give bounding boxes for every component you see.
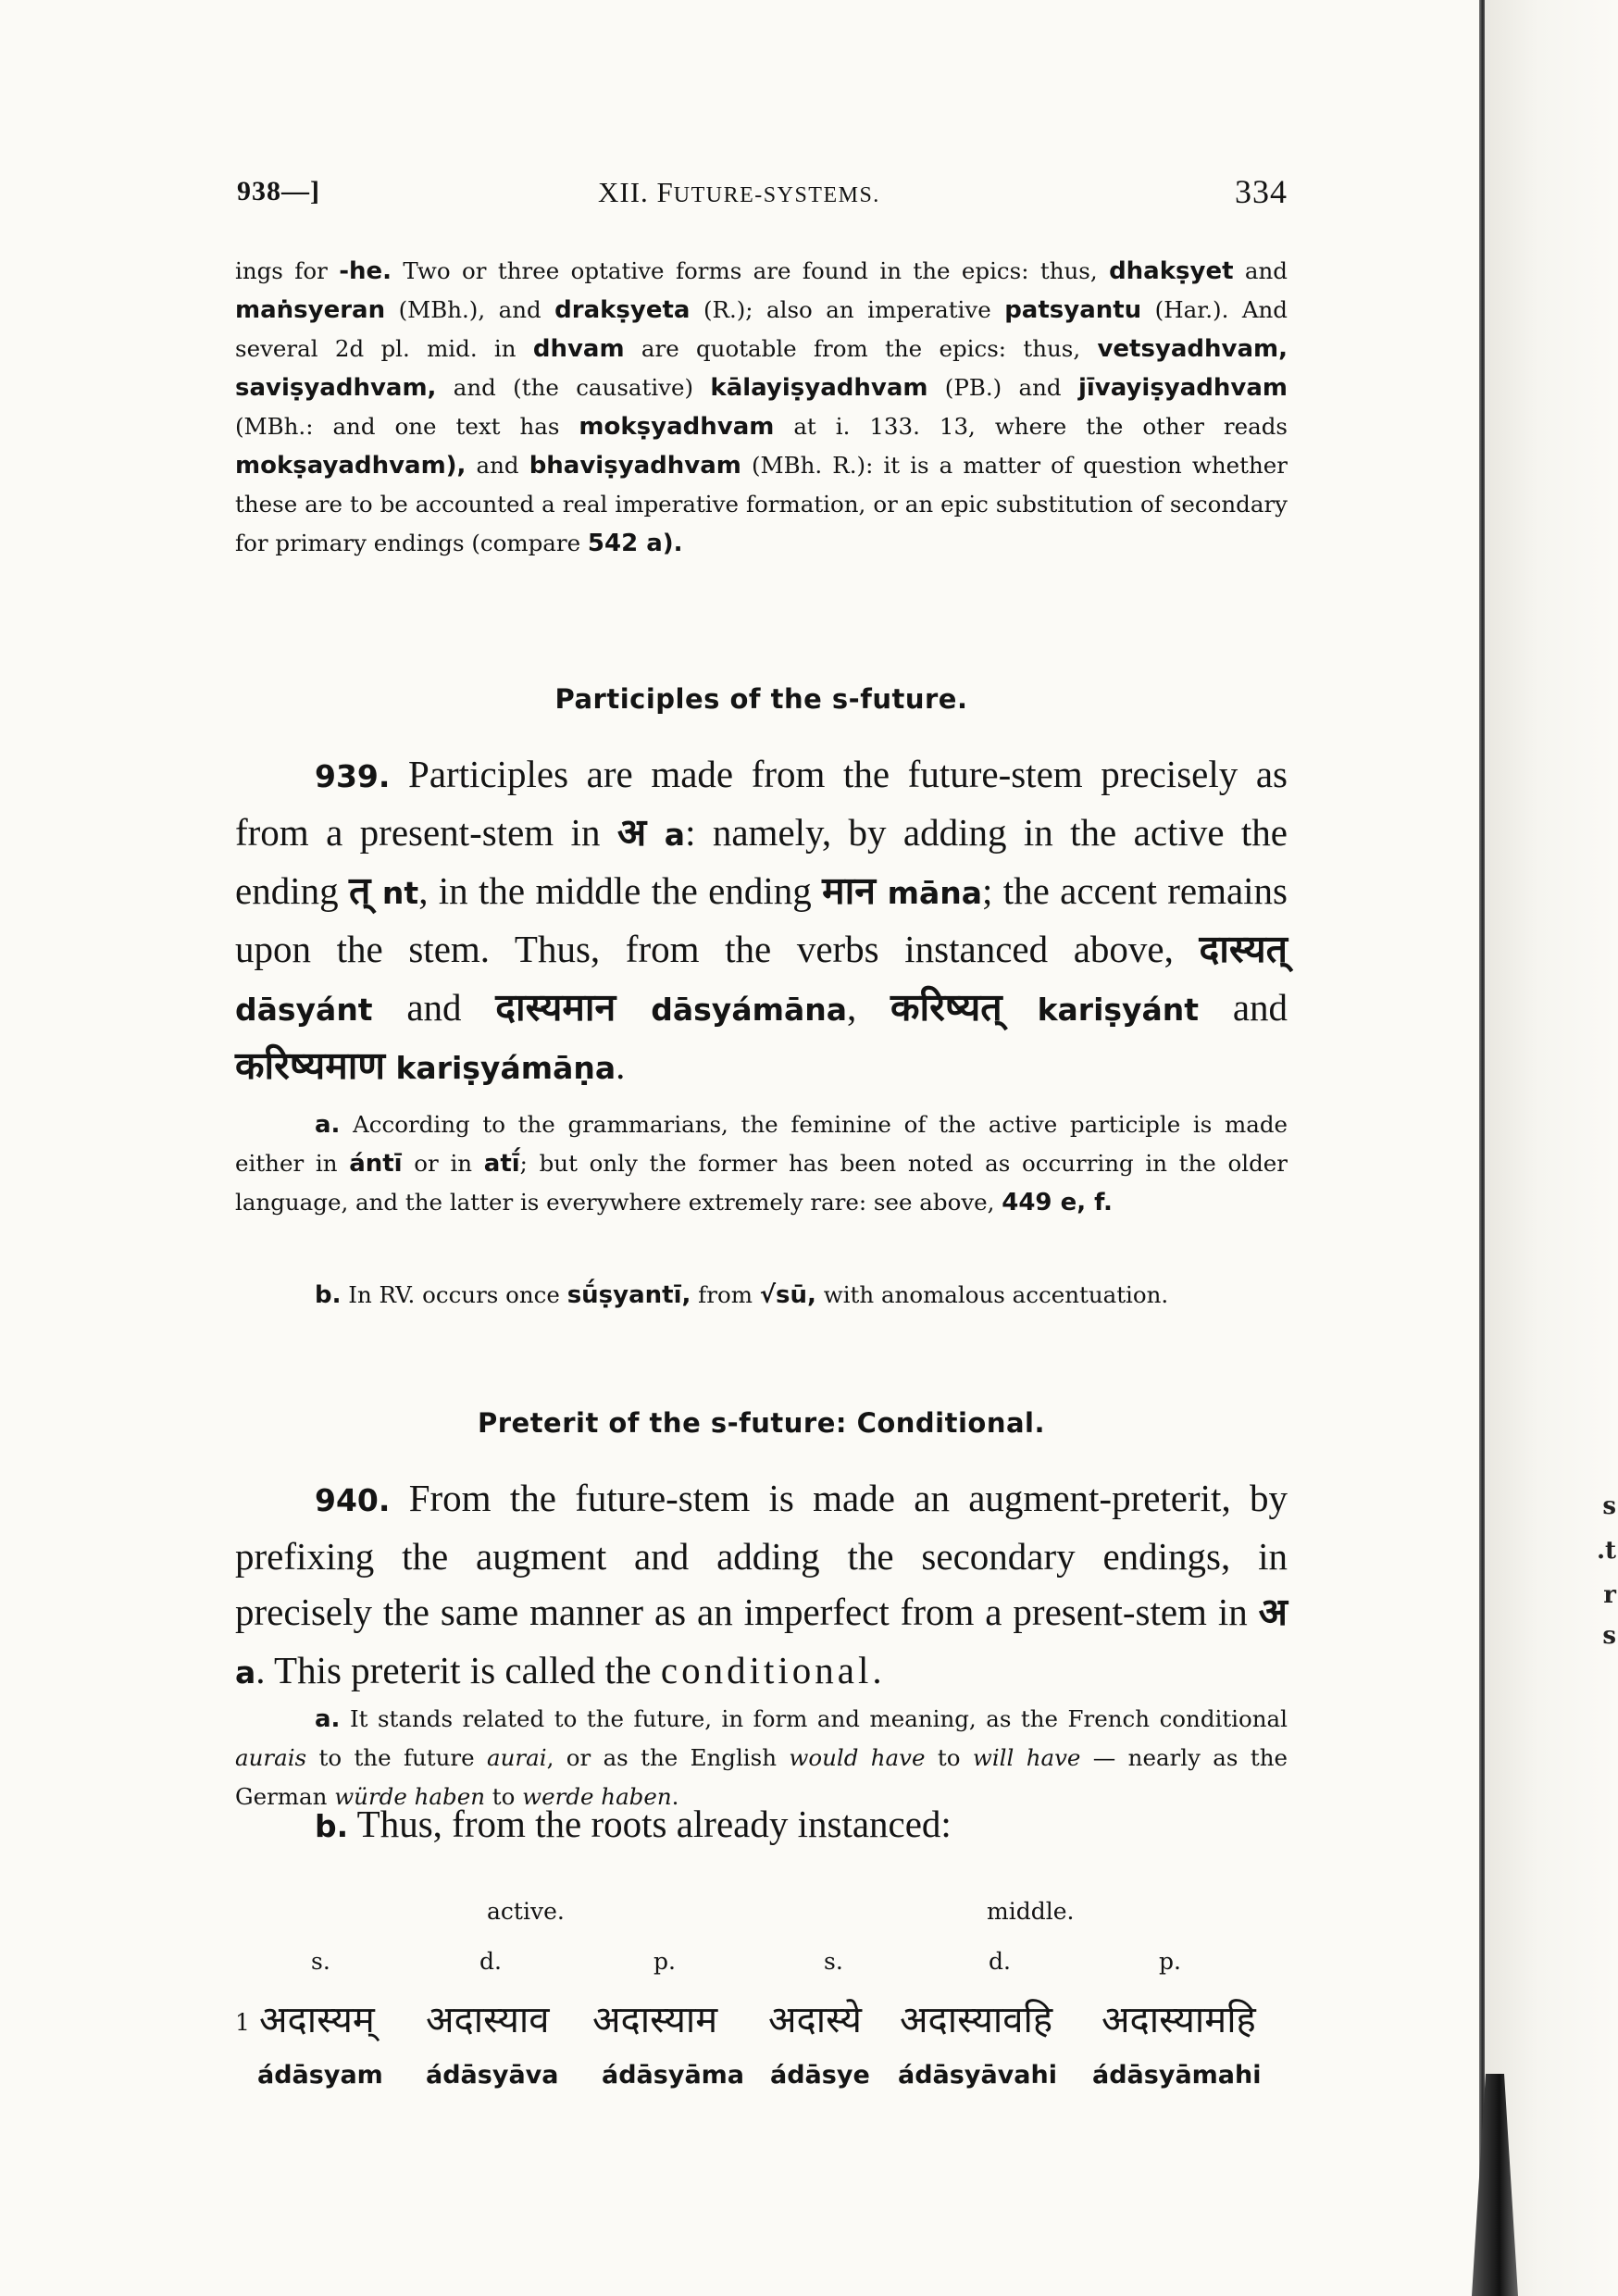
voice-label-active: active. — [487, 1898, 565, 1925]
column-header: s. — [311, 1948, 330, 1975]
column-header: p. — [1159, 1948, 1181, 1975]
devanagari-form: अदास्याम — [592, 1999, 718, 2041]
section-heading-preterit: Preterit of the s-future: Conditional. — [477, 1407, 1046, 1439]
romanized-form: ádāsyam — [257, 2061, 383, 2090]
page-binding-edge — [1479, 0, 1485, 2296]
paragraph-939: 939. Participles are made from the future-stem precisely as from a present-stem in अ a: namely, by adding in the active the ending त् nt, in the middle the ending मान māna; the accent remains upon the stem. Thus, from the verbs instanced above, दास्यत् dāsyánt and दास्यमान dāsyámāna, करिष्यत् kariṣyánt and करिष्यमाण kariṣyámāṇa. — [235, 753, 1288, 1088]
romanized-form: ádāsye — [770, 2061, 870, 2090]
edge-fragment: r — [1603, 1581, 1616, 1609]
note-940a: a. It stands related to the future, in form and meaning, as the French conditional aurais to the future aurai, or as the English would have to will have — nearly as the German würde haben to werde haben. — [235, 1705, 1288, 1810]
devanagari-form: अदास्ये — [768, 1999, 862, 2041]
devanagari-form: अदास्याव — [426, 1999, 550, 2041]
edge-fragment: s — [1602, 1492, 1616, 1520]
note-939b: b. In RV. occurs once sū́ṣyantī, from √sū, with anomalous accentuation. — [315, 1281, 1169, 1309]
devanagari-form: अदास्यावहि — [900, 1999, 1053, 2041]
paragraph-938-continued: ings for -he. Two or three optative forms are found in the epics: thus, dhakṣyet and maṅsyeran (MBh.), and drakṣyeta (R.); also an imperative patsyantu (Har.). And several 2d pl. mid. in dhvam are quotable from the epics: thus, vetsyadhvam, saviṣyadhvam, and (the causative) kālayiṣyadhvam (PB.) and jīvayiṣyadhvam (MBh.: and one text has mokṣyadhvam at i. 133. 13, where the other reads mokṣayadhvam), and bhaviṣyadhvam (MBh. R.): it is a matter of question whether these are to be accounted a real imperative formation, or an epic substitution of secondary for primary endings (compare 542 a). — [235, 257, 1288, 557]
running-header — [237, 170, 1288, 211]
voice-label-middle: middle. — [987, 1898, 1075, 1925]
section-heading-participles: Participles of the s-future. — [554, 683, 968, 715]
edge-fragment: s — [1602, 1622, 1616, 1650]
romanized-form: ádāsyāvahi — [898, 2061, 1057, 2090]
section-reference: 938—] — [237, 176, 320, 206]
devanagari-form: अदास्यम् — [259, 1999, 375, 2041]
page-number: 334 — [1235, 173, 1288, 210]
column-header: p. — [653, 1948, 676, 1975]
column-header: s. — [824, 1948, 843, 1975]
row-number: 1 — [235, 2009, 250, 2036]
spaced-term: conditional — [660, 1649, 873, 1691]
edge-fragment: .t — [1596, 1537, 1616, 1565]
adjacent-page-fragments — [1596, 0, 1618, 2296]
chapter-title: XII. FUTURE-SYSTEMS. — [598, 176, 880, 208]
romanized-form: ádāsyāmahi — [1092, 2061, 1262, 2090]
romanized-form: ádāsyāva — [426, 2061, 559, 2090]
note-940b: b. Thus, from the roots already instanced: — [315, 1803, 952, 1845]
column-header: d. — [989, 1948, 1011, 1975]
column-header: d. — [479, 1948, 502, 1975]
paragraph-940: 940. From the future-stem is made an augment-preterit, by prefixing the augment and adding the secondary endings, in precisely the same manner as an imperfect from a present-stem in अ a. This preterit is called the conditional. — [235, 1477, 1288, 1691]
romanized-form: ádāsyāma — [602, 2061, 745, 2090]
devanagari-form: अदास्यामहि — [1101, 1999, 1256, 2041]
note-939a: a. According to the grammarians, the feminine of the active participle is made either in ántī or in atī́; but only the former has been noted as occurring in the older language, and the latter is everywhere extremely rare: see above, 449 e, f. — [235, 1111, 1288, 1217]
page-gutter-shadow — [1485, 0, 1618, 2296]
